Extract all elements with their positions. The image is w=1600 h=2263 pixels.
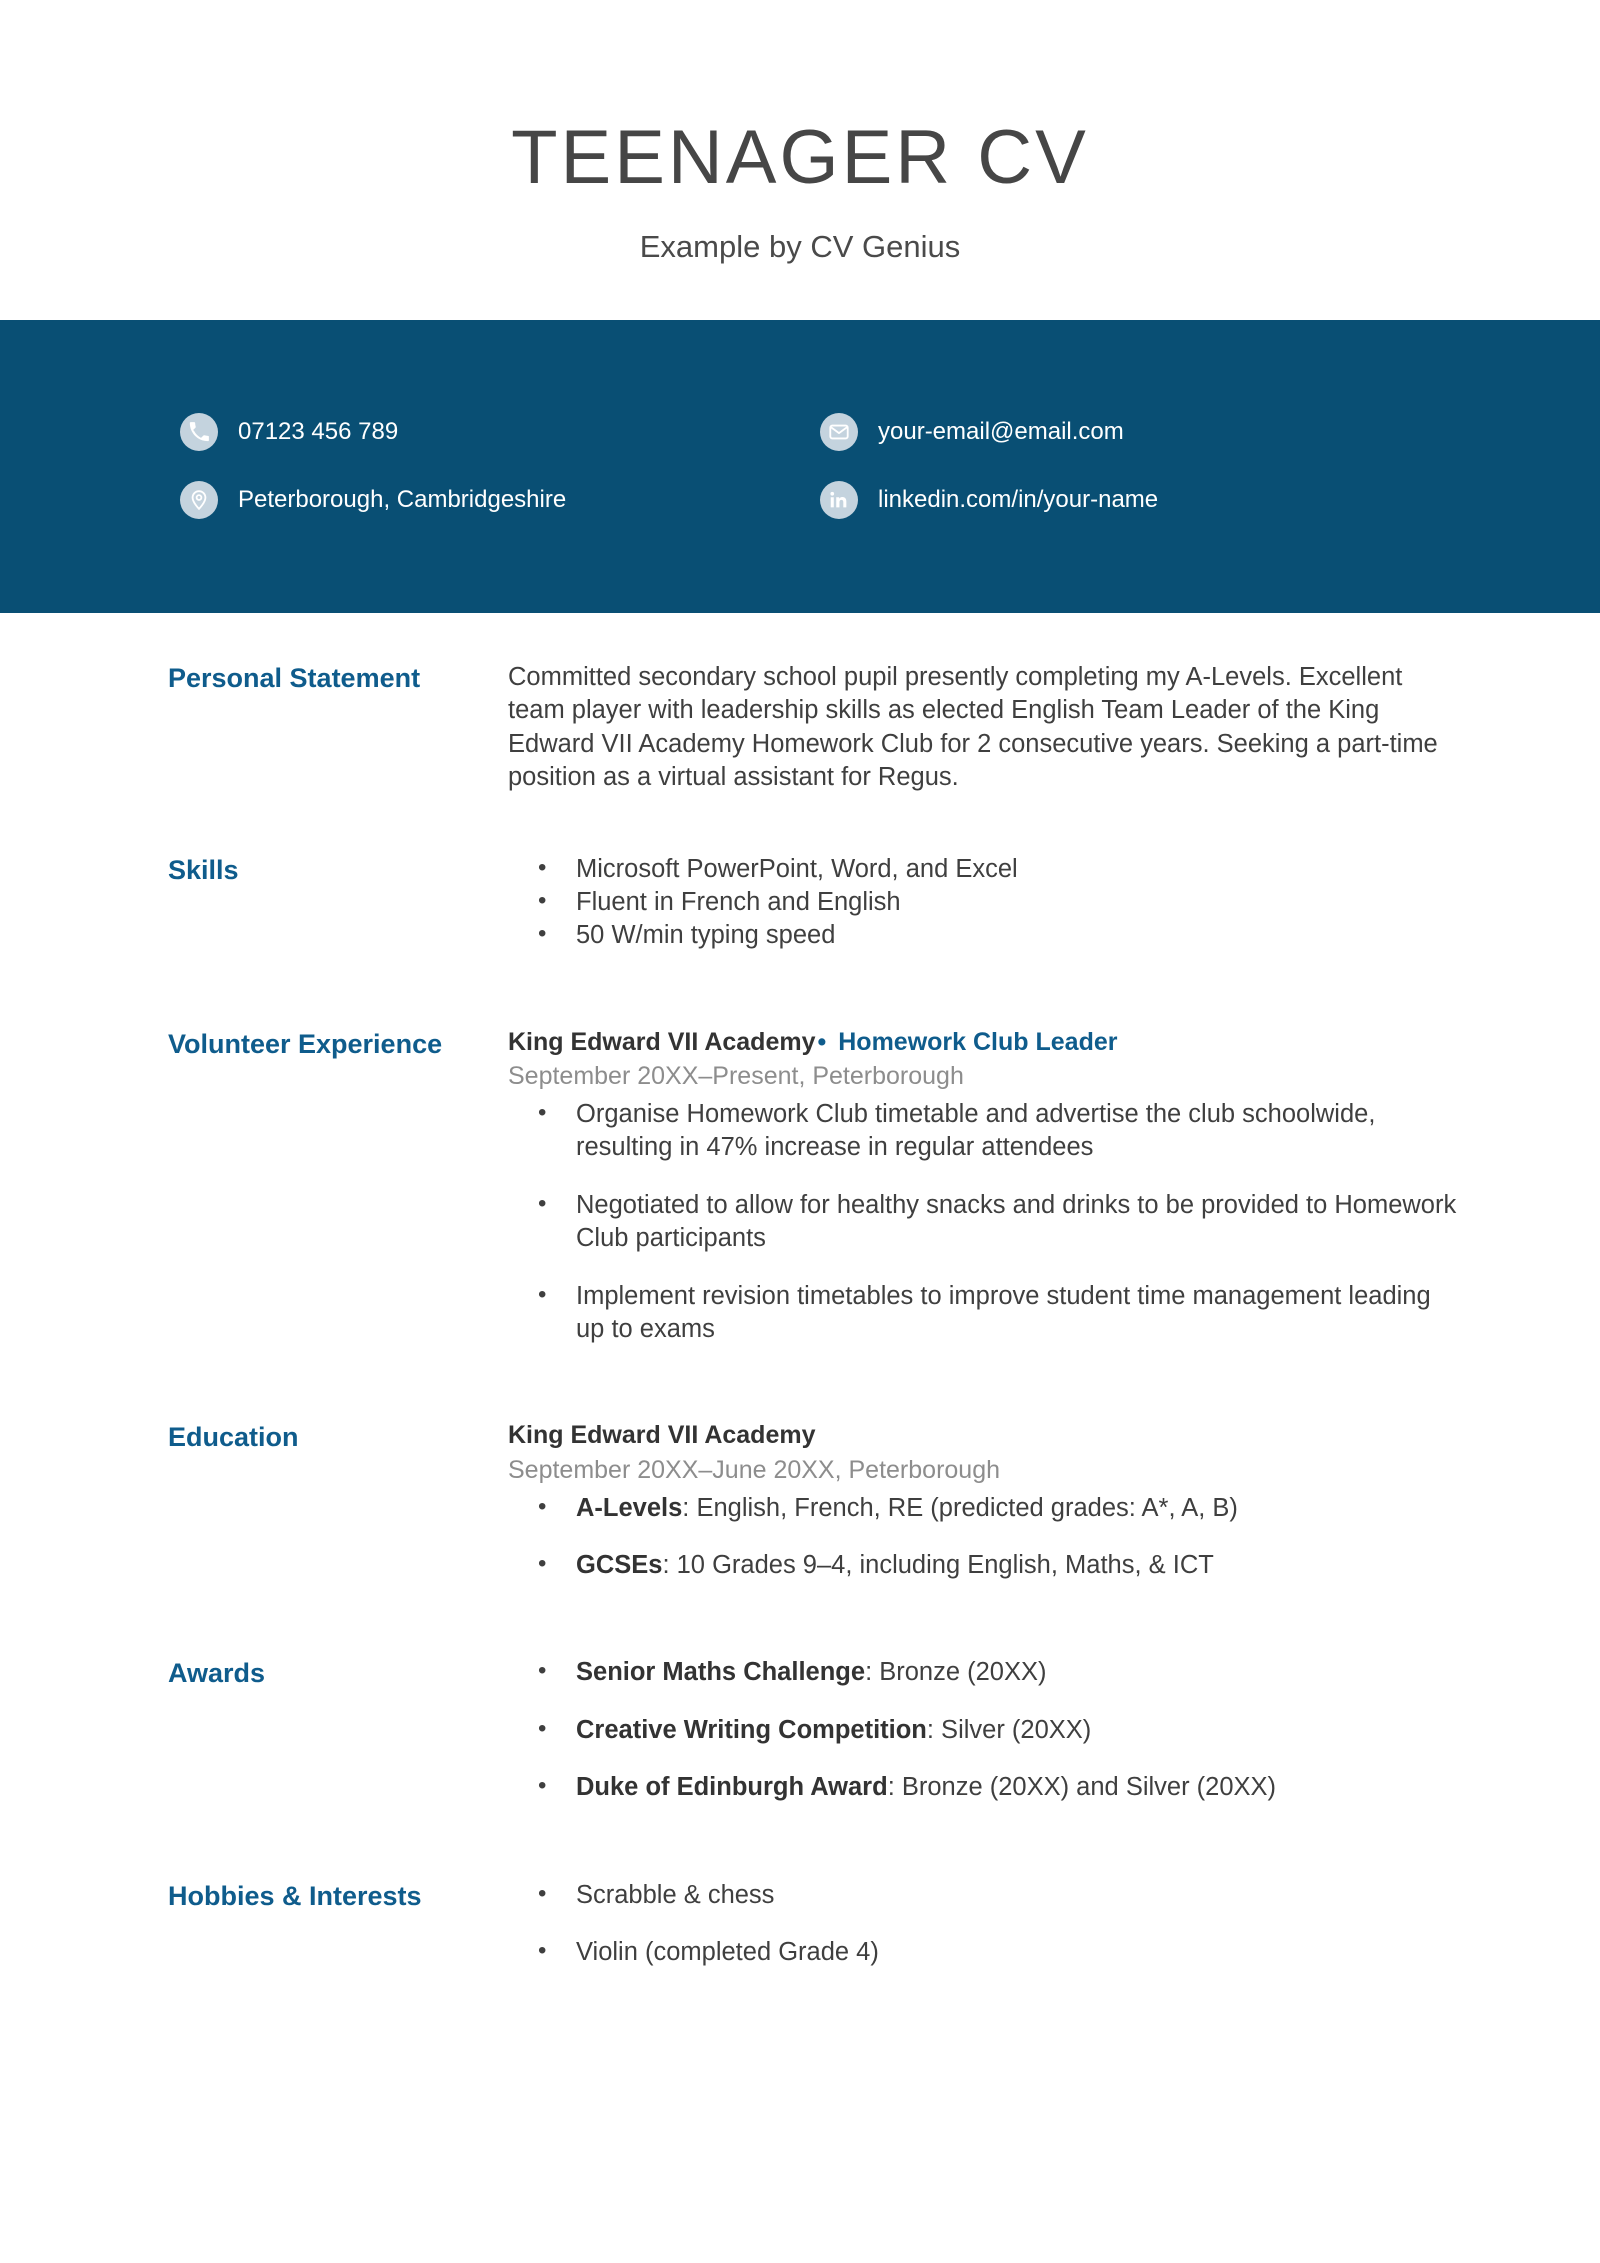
spacer <box>168 1805 1460 1879</box>
section-hobbies-interests <box>168 1879 1460 1970</box>
section-personal-statement <box>168 661 1460 795</box>
award-label: Creative Writing Competition <box>576 1715 927 1744</box>
contact-linkedin[interactable] <box>820 481 1430 519</box>
section-heading-hobbies-interests: Hobbies & Interests <box>168 1880 422 1911</box>
list-item: • Violin (completed Grade 4) <box>508 1936 1460 1969</box>
contact-phone[interactable] <box>180 413 790 451</box>
section-body-skills <box>508 853 1460 953</box>
phone-value: 07123 456 789 <box>238 418 399 446</box>
section-body-awards <box>508 1656 1460 1804</box>
list-item <box>508 1492 1460 1525</box>
list-item: • Fluent in French and English <box>508 886 1460 919</box>
section-body-hobbies-interests <box>508 1879 1460 1970</box>
award-detail: : Bronze (20XX) <box>865 1658 1047 1687</box>
map-pin-icon <box>180 481 218 519</box>
page-subtitle: Example by CV Genius <box>639 228 961 264</box>
list-item <box>508 1771 1460 1804</box>
section-body-volunteer-experience <box>508 1027 1460 1347</box>
volunteer-entry-header <box>508 1027 1460 1058</box>
location-value: Peterborough, Cambridgeshire <box>238 486 567 514</box>
contact-banner <box>0 320 1600 613</box>
separator-dot: • <box>817 1027 827 1056</box>
spacer <box>168 953 1460 1027</box>
list-item: • Organise Homework Club timetable and advertise the club schoolwide, resulting in 47% increase in regular attendees <box>508 1098 1460 1165</box>
title-block <box>0 0 1600 265</box>
section-heading-awards: Awards <box>168 1658 266 1689</box>
award-label: Senior Maths Challenge <box>576 1658 866 1687</box>
list-item <box>508 1549 1460 1582</box>
section-heading-personal-statement: Personal Statement <box>168 662 421 693</box>
section-volunteer-experience <box>168 1027 1460 1347</box>
contact-location[interactable] <box>180 481 790 519</box>
section-heading-volunteer-experience: Volunteer Experience <box>168 1028 443 1059</box>
personal-statement-text: Committed secondary school pupil presently completing my A-Levels. Excellent team player with leadership skills as elected English Team Leader of the King Edward VII Academy Homework Club for 2 consecutive years. Seeking a part-time position as a virtual assistant for Regus. <box>508 662 1438 792</box>
spacer <box>168 795 1460 853</box>
section-heading-skills: Skills <box>168 854 239 885</box>
section-heading-education: Education <box>168 1422 299 1453</box>
section-body-personal-statement <box>508 661 1460 795</box>
list-item: • Implement revision timetables to improve student time management leading up to exams <box>508 1280 1460 1347</box>
skills-list <box>508 853 1460 953</box>
education-item-detail: : 10 Grades 9–4, including English, Maths, & ICT <box>662 1550 1214 1579</box>
award-detail: : Silver (20XX) <box>926 1715 1092 1744</box>
email-value: your-email@email.com <box>878 418 1124 446</box>
list-item: • Scrabble & chess <box>508 1879 1460 1912</box>
education-dates-location: September 20XX–June 20XX, Peterborough <box>508 1455 1001 1484</box>
phone-icon <box>180 413 218 451</box>
education-list <box>508 1492 1460 1583</box>
volunteer-organisation: King Edward VII Academy <box>508 1027 816 1056</box>
spacer <box>168 1346 1460 1420</box>
list-item: • Microsoft PowerPoint, Word, and Excel <box>508 853 1460 886</box>
volunteer-role: Homework Club Leader <box>838 1027 1118 1056</box>
hobbies-list <box>508 1879 1460 1970</box>
page-title: TEENAGER CV <box>511 115 1089 200</box>
list-item <box>508 1656 1460 1689</box>
education-item-label: GCSEs <box>576 1550 663 1579</box>
envelope-icon <box>820 413 858 451</box>
linkedin-icon <box>820 481 858 519</box>
section-awards <box>168 1656 1460 1804</box>
contact-email[interactable] <box>820 413 1430 451</box>
contact-grid <box>0 413 1600 519</box>
volunteer-dates-location: September 20XX–Present, Peterborough <box>508 1061 964 1090</box>
award-detail: : Bronze (20XX) and Silver (20XX) <box>887 1773 1277 1802</box>
awards-list <box>508 1656 1460 1804</box>
list-item: • 50 W/min typing speed <box>508 919 1460 952</box>
section-skills <box>168 853 1460 953</box>
education-item-detail: : English, French, RE (predicted grades: A*, A, B) <box>682 1493 1238 1522</box>
volunteer-bullets <box>508 1098 1460 1346</box>
award-label: Duke of Edinburgh Award <box>576 1773 888 1802</box>
spacer <box>168 1582 1460 1656</box>
list-item: • Negotiated to allow for healthy snacks and drinks to be provided to Homework Club participants <box>508 1189 1460 1256</box>
cv-body <box>0 613 1600 2029</box>
list-item <box>508 1714 1460 1747</box>
linkedin-value: linkedin.com/in/your-name <box>878 486 1159 514</box>
section-body-education <box>508 1420 1460 1582</box>
education-school: King Edward VII Academy <box>508 1421 816 1450</box>
education-item-label: A-Levels <box>576 1493 683 1522</box>
section-education <box>168 1420 1460 1582</box>
